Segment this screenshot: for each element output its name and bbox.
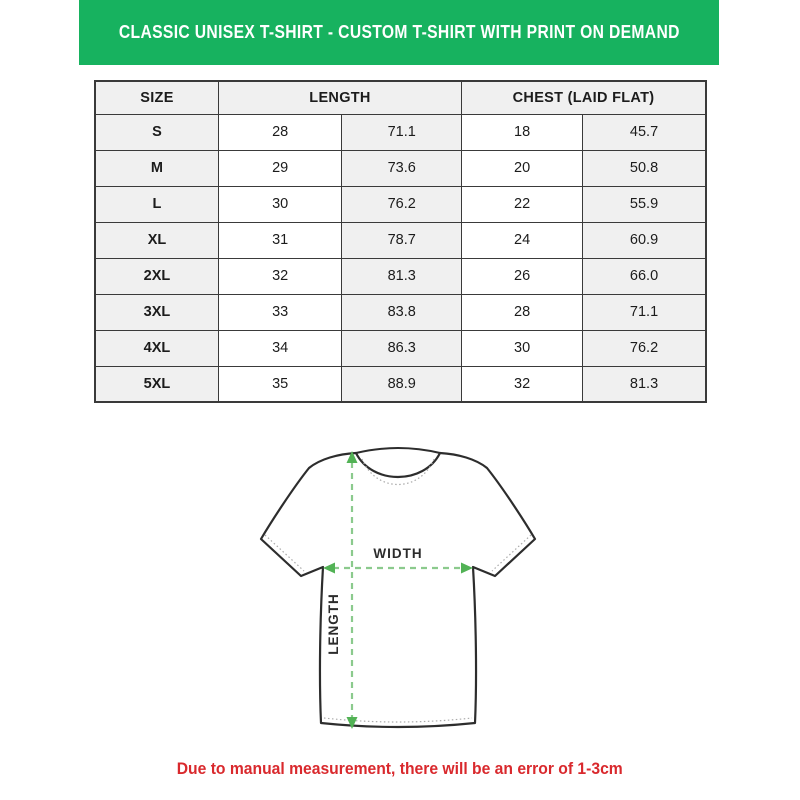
length-cm-cell: 81.3 [342, 258, 462, 294]
size-cell: 5XL [95, 366, 218, 402]
table-row [95, 330, 706, 366]
measurement-disclaimer [0, 760, 800, 779]
collar-back-line [356, 448, 440, 453]
chest-cm-cell: 50.8 [583, 150, 706, 186]
table-row [95, 150, 706, 186]
length-cm-cell: 86.3 [342, 330, 462, 366]
length-inches-cell: 31 [218, 222, 341, 258]
length-label: LENGTH [326, 593, 341, 655]
chest-cm-cell: 45.7 [583, 114, 706, 150]
length-cm-cell: 83.8 [342, 294, 462, 330]
table-row [95, 366, 706, 402]
size-cell: 4XL [95, 330, 218, 366]
size-cell: S [95, 114, 218, 150]
chest-inches-cell: 24 [462, 222, 583, 258]
chest-inches-cell: 18 [462, 114, 583, 150]
chest-cm-cell: 81.3 [583, 366, 706, 402]
length-inches-cell: 29 [218, 150, 341, 186]
chest-inches-cell: 22 [462, 186, 583, 222]
table-row [95, 114, 706, 150]
length-inches-cell: 30 [218, 186, 341, 222]
size-cell: 2XL [95, 258, 218, 294]
size-cell: XL [95, 222, 218, 258]
chest-cm-cell: 55.9 [583, 186, 706, 222]
length-cm-cell: 78.7 [342, 222, 462, 258]
length-inches-cell: 35 [218, 366, 341, 402]
length-inches-cell: 28 [218, 114, 341, 150]
col-header-length: LENGTH [218, 81, 461, 114]
chest-cm-cell: 60.9 [583, 222, 706, 258]
size-chart-table [94, 80, 707, 403]
width-label: WIDTH [373, 546, 423, 561]
chest-cm-cell: 76.2 [583, 330, 706, 366]
page-title: CLASSIC UNISEX T-SHIRT - CUSTOM T-SHIRT WITH PRINT ON DEMAND [118, 22, 680, 42]
title-banner [79, 0, 719, 65]
size-cell: M [95, 150, 218, 186]
chest-inches-cell: 20 [462, 150, 583, 186]
chest-cm-cell: 71.1 [583, 294, 706, 330]
chest-cm-cell: 66.0 [583, 258, 706, 294]
length-cm-cell: 71.1 [342, 114, 462, 150]
col-header-chest: CHEST (LAID FLAT) [462, 81, 706, 114]
length-inches-cell: 34 [218, 330, 341, 366]
length-inches-cell: 33 [218, 294, 341, 330]
length-cm-cell: 88.9 [342, 366, 462, 402]
size-cell: L [95, 186, 218, 222]
chest-inches-cell: 32 [462, 366, 583, 402]
chest-inches-cell: 26 [462, 258, 583, 294]
size-cell: 3XL [95, 294, 218, 330]
table-header-row [95, 81, 706, 114]
tshirt-outline [261, 453, 535, 727]
table-row [95, 258, 706, 294]
length-inches-cell: 32 [218, 258, 341, 294]
length-cm-cell: 76.2 [342, 186, 462, 222]
chest-inches-cell: 30 [462, 330, 583, 366]
tshirt-measurement-diagram [240, 438, 560, 750]
col-header-size: SIZE [95, 81, 218, 114]
table-row [95, 222, 706, 258]
table-row [95, 186, 706, 222]
disclaimer-text: Due to manual measurement, there will be an error of 1-3cm [177, 760, 623, 778]
table-row [95, 294, 706, 330]
chest-inches-cell: 28 [462, 294, 583, 330]
length-cm-cell: 73.6 [342, 150, 462, 186]
